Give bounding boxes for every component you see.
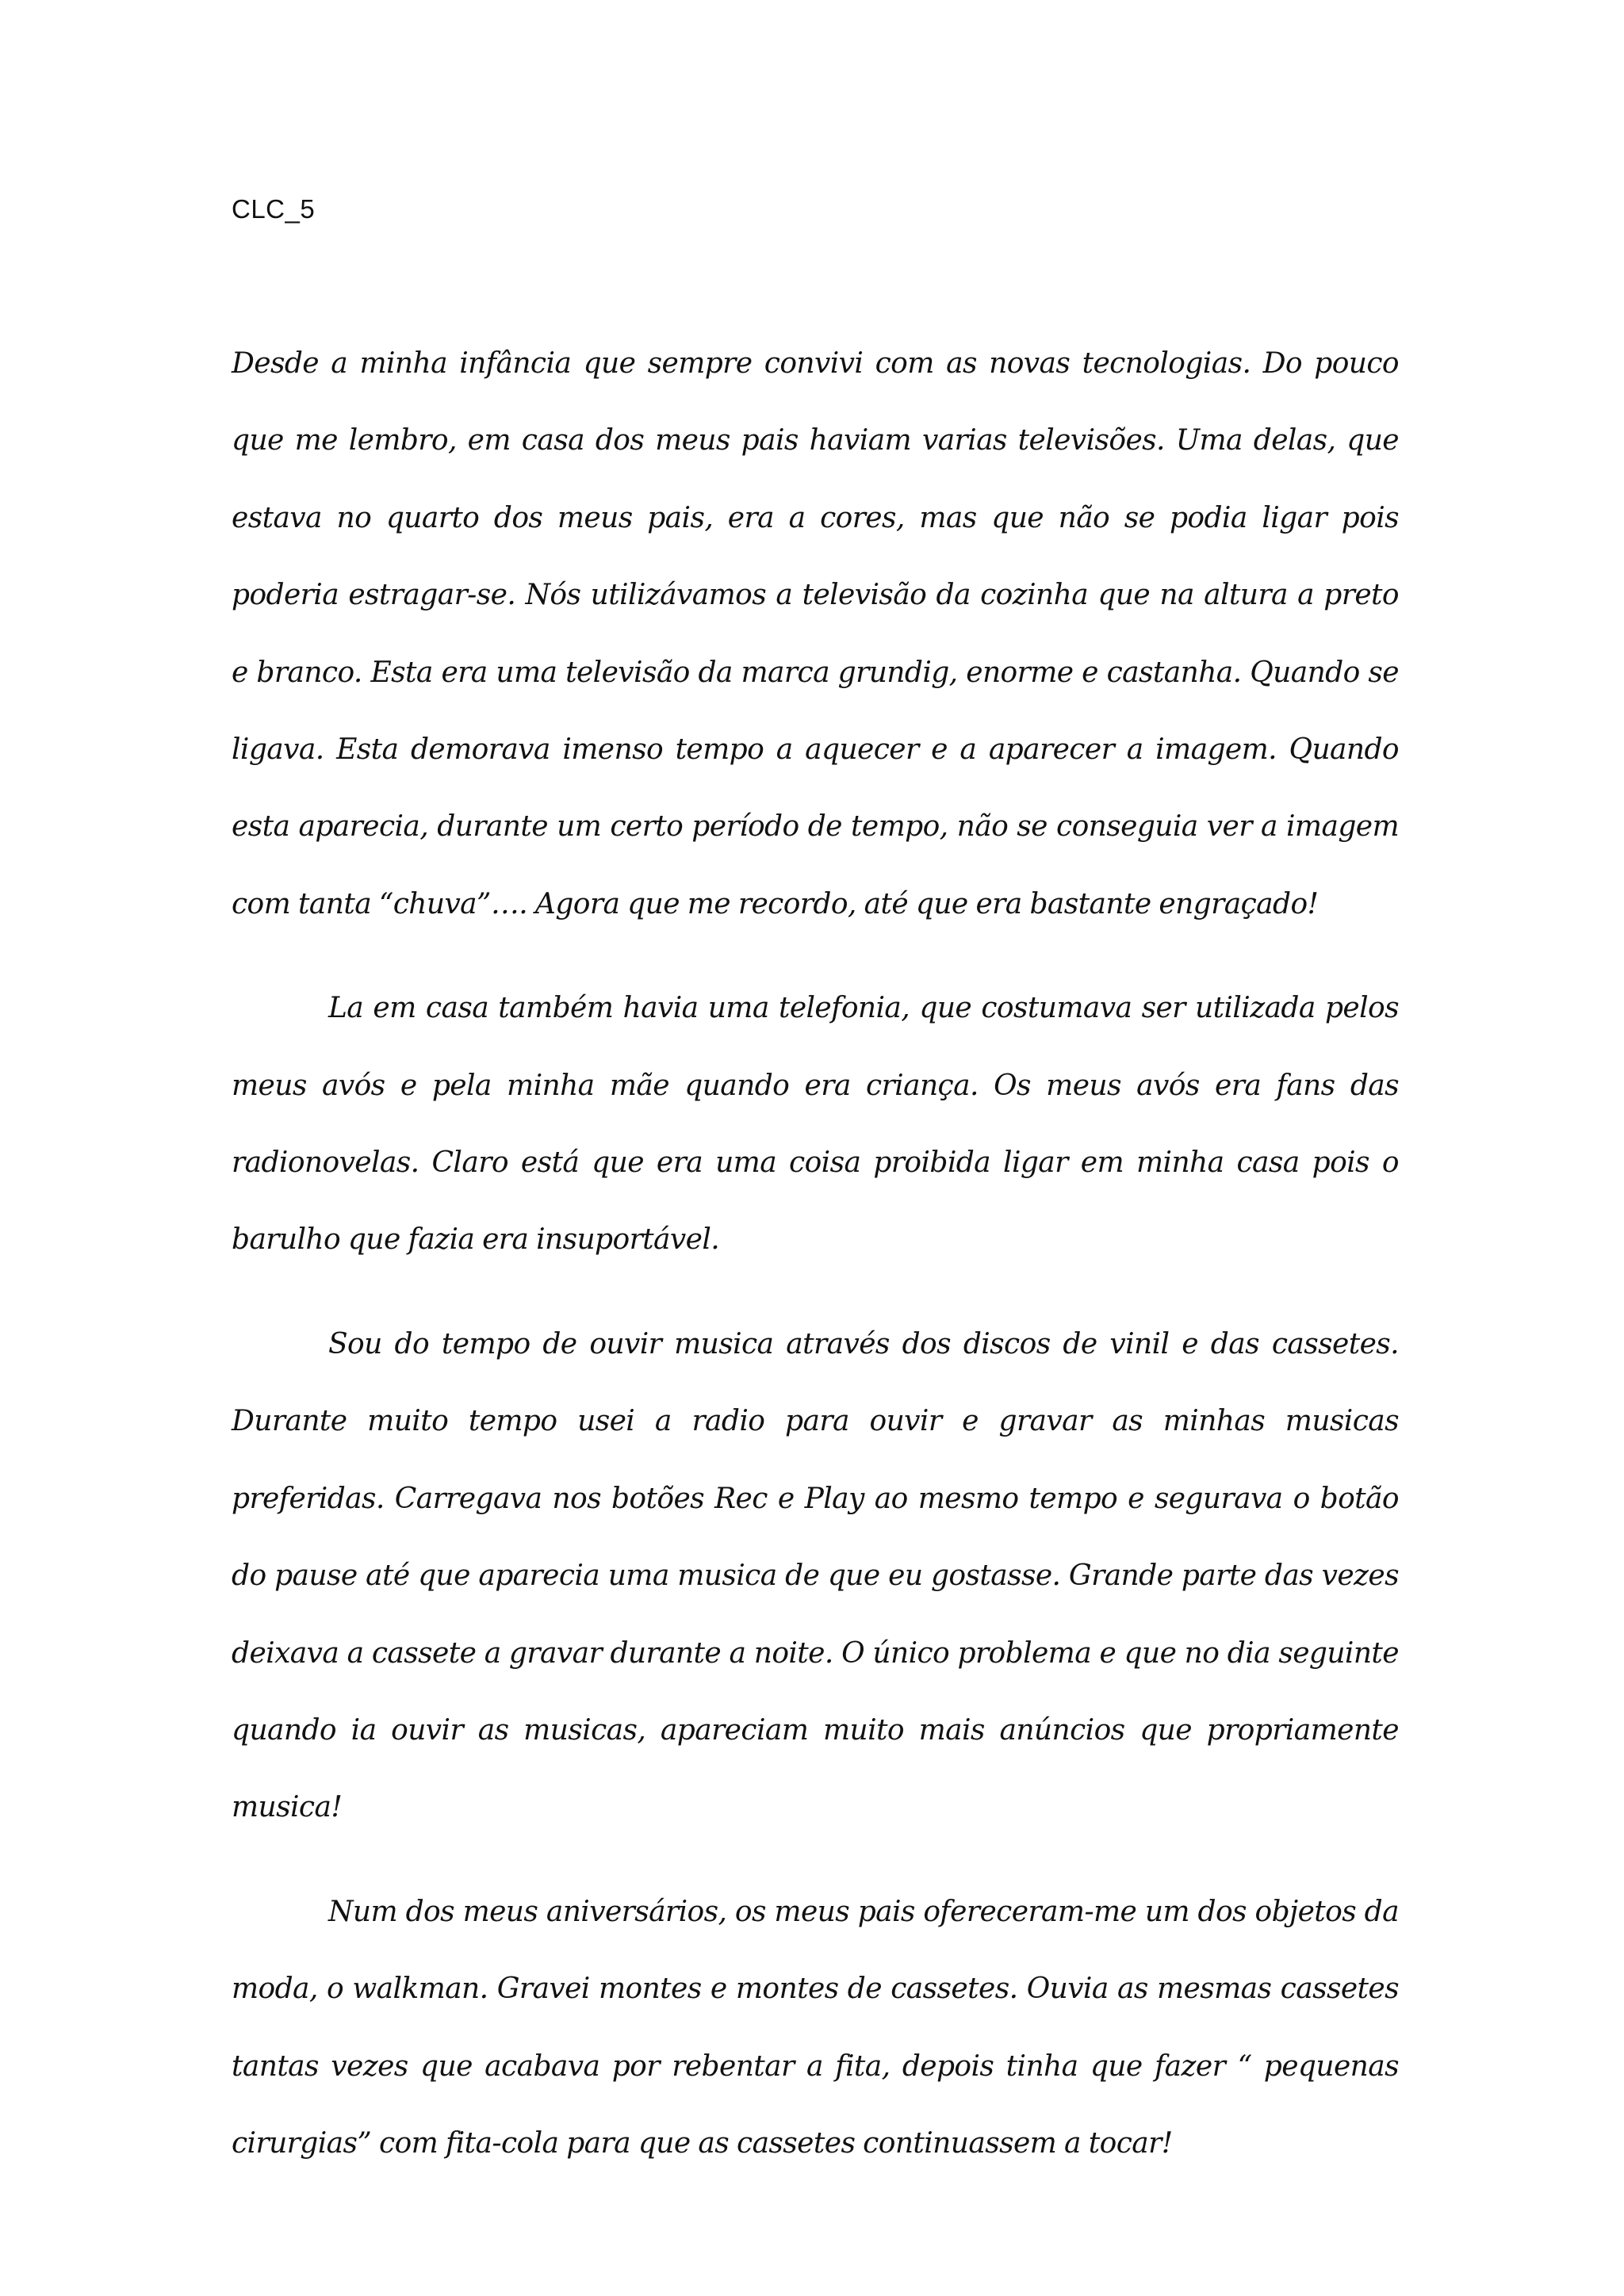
- paragraph-2: La em casa também havia uma telefonia, que costumava ser utilizada pelos meus avós e pela minha mãe quando era criança. Os meus avós era fans das radionovelas. Claro está que era uma coisa proibida ligar em minha casa pois o barulho que fazia era insuportável.: [232, 992, 1399, 1257]
- paragraph-4: Num dos meus aniversários, os meus pais ofereceram-me um dos objetos da moda, o walkman. Gravei montes e montes de cassetes. Ouvia as mesmas cassetes tantas vezes que acabava por rebentar a fita, depois tinha que fazer “ pequenas cirurgias” com fita-cola para que as cassetes continuassem a tocar!: [232, 1895, 1399, 2160]
- paragraph-1: Desde a minha infância que sempre convivi com as novas tecnologias. Do pouco que me lembro, em casa dos meus pais haviam varias televisões. Uma delas, que estava no quarto dos meus pais, era a cores, mas que não se podia ligar pois poderia estragar-se. Nós utilizávamos a televisão da cozinha que na altura a preto e branco. Esta era uma televisão da marca grundig, enorme e castanha. Quando se ligava. Esta demorava imenso tempo a aquecer e a aparecer a imagem. Quando esta aparecia, durante um certo período de tempo, não se conseguia ver a imagem com tanta “chuva”…. Agora que me recordo, até que era bastante engraçado!: [232, 347, 1399, 920]
- document-id: CLC_5: [232, 194, 316, 224]
- paragraph-3: Sou do tempo de ouvir musica através dos discos de vinil e das cassetes. Durante muito tempo usei a radio para ouvir e gravar as minhas musicas preferidas. Carregava nos botões Rec e Play ao mesmo tempo e segurava o botão do pause até que aparecia uma musica de que eu gostasse. Grande parte das vezes deixava a cassete a gravar durante a noite. O único problema e que no dia seguinte quando ia ouvir as musicas, apareciam muito mais anúncios que propriamente musica!: [232, 1327, 1399, 1824]
- document-body: [232, 325, 1399, 2182]
